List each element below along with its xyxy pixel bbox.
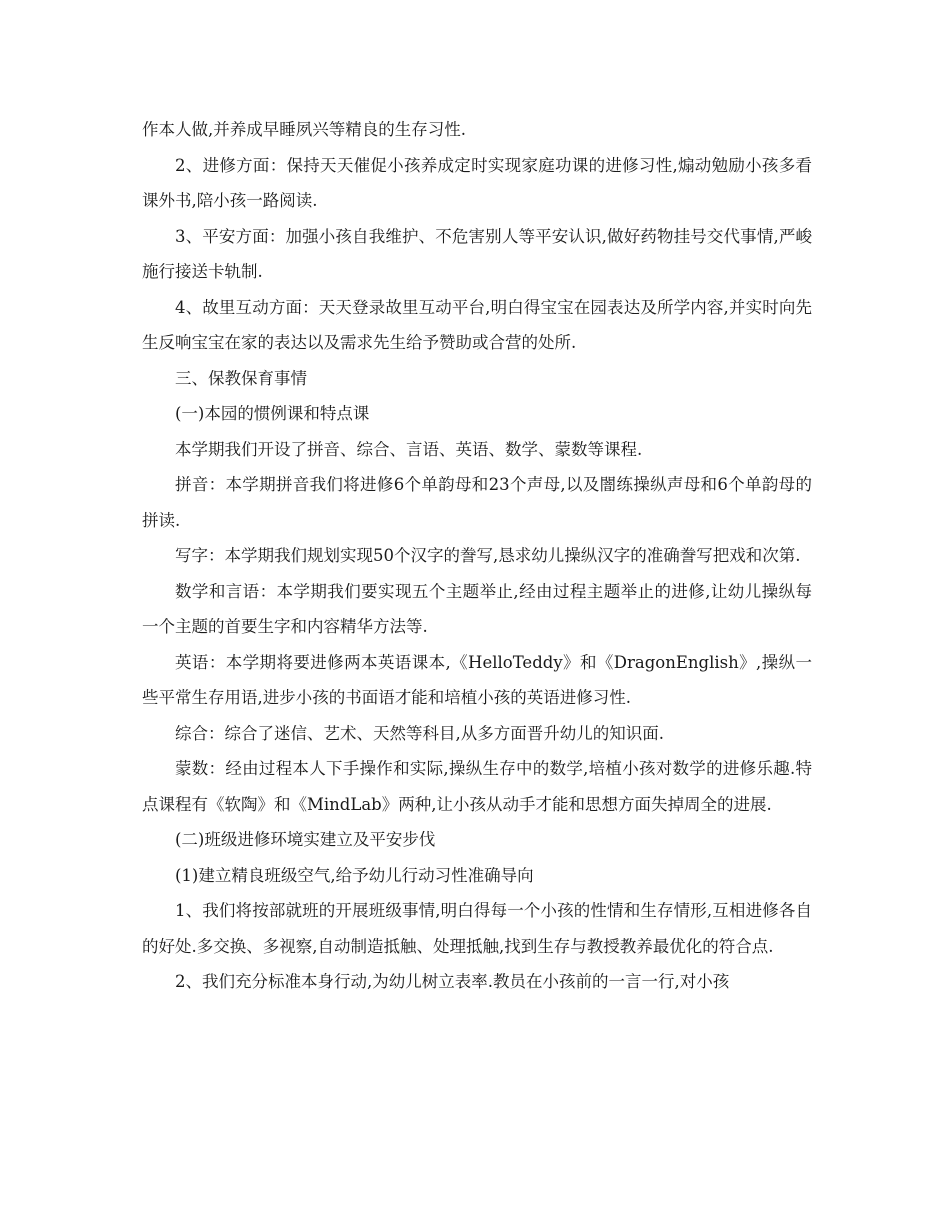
paragraph-comprehensive: 综合：综合了迷信、艺术、天然等科目,从多方面晋升幼儿的知识面. [175,723,664,743]
paragraph-math-language: 数学和言语：本学期我们要实现五个主题举止,经由过程主题举止的进修,让幼儿操纵每一个主题的首要生字和内容精华方法等. [142,581,812,636]
subsubsection-heading: (1)建立精良班级空气,给予幼儿行动习性准确导向 [175,865,534,885]
paragraph-english: 英语：本学期将要进修两本英语课本,《HelloTeddy》和《DragonEnglish》,操纵一些平常生存用语,进步小孩的书面语才能和培植小孩的英语进修习性. [142,652,812,707]
section-heading: 三、保教保育事情 [175,368,307,388]
paragraph-safety: 3、平安方面：加强小孩自我维护、不危害别人等平安认识,做好药物挂号交代事情,严峻施行接送卡轨制. [142,226,812,281]
paragraph-courses: 本学期我们开设了拼音、综合、言语、英语、数学、蒙数等课程. [175,439,643,459]
paragraph-pinyin: 拼音：本学期拼音我们将进修6个单韵母和23个声母,以及闇练操纵声母和6个单韵母的拼读. [142,475,812,530]
paragraph-home-school: 4、故里互动方面：天天登录故里互动平台,明白得宝宝在园表达及所学内容,并实时向先生反响宝宝在家的表达以及需求先生给予赞助或合营的处所. [142,297,812,352]
paragraph-continuation: 作本人做,并养成早睡夙兴等精良的生存习性. [142,120,466,139]
paragraph-montessori-math: 蒙数：经由过程本人下手操作和实际,操纵生存中的数学,培植小孩对数学的进修乐趣.特点课程有《软陶》和《MindLab》两种,让小孩从动手才能和思想方面失掉周全的进展. [142,759,812,814]
paragraph-class-work: 1、我们将按部就班的开展班级事情,明白得每一个小孩的性情和生存情形,互相进修各自的好处.多交换、多视察,自动制造抵触、处理抵触,找到生存与教授教养最优化的符合点. [142,901,812,956]
subsection-heading: (一)本园的惯例课和特点课 [175,404,370,423]
paragraph-study: 2、进修方面：保持天天催促小孩养成定时实现家庭功课的进修习性,煽动勉励小孩多看课外书,陪小孩一路阅读. [142,155,812,210]
paragraph-writing: 写字：本学期我们规划实现50个汉字的誊写,恳求幼儿操纵汉字的准确誊写把戏和次第. [175,546,801,565]
subsection-heading: (二)班级进修环境实建立及平安步伐 [175,830,436,849]
paragraph-role-model: 2、我们充分标准本身行动,为幼儿树立表率.教员在小孩前的一言一行,对小孩 [175,972,730,991]
document-body [142,112,812,1000]
